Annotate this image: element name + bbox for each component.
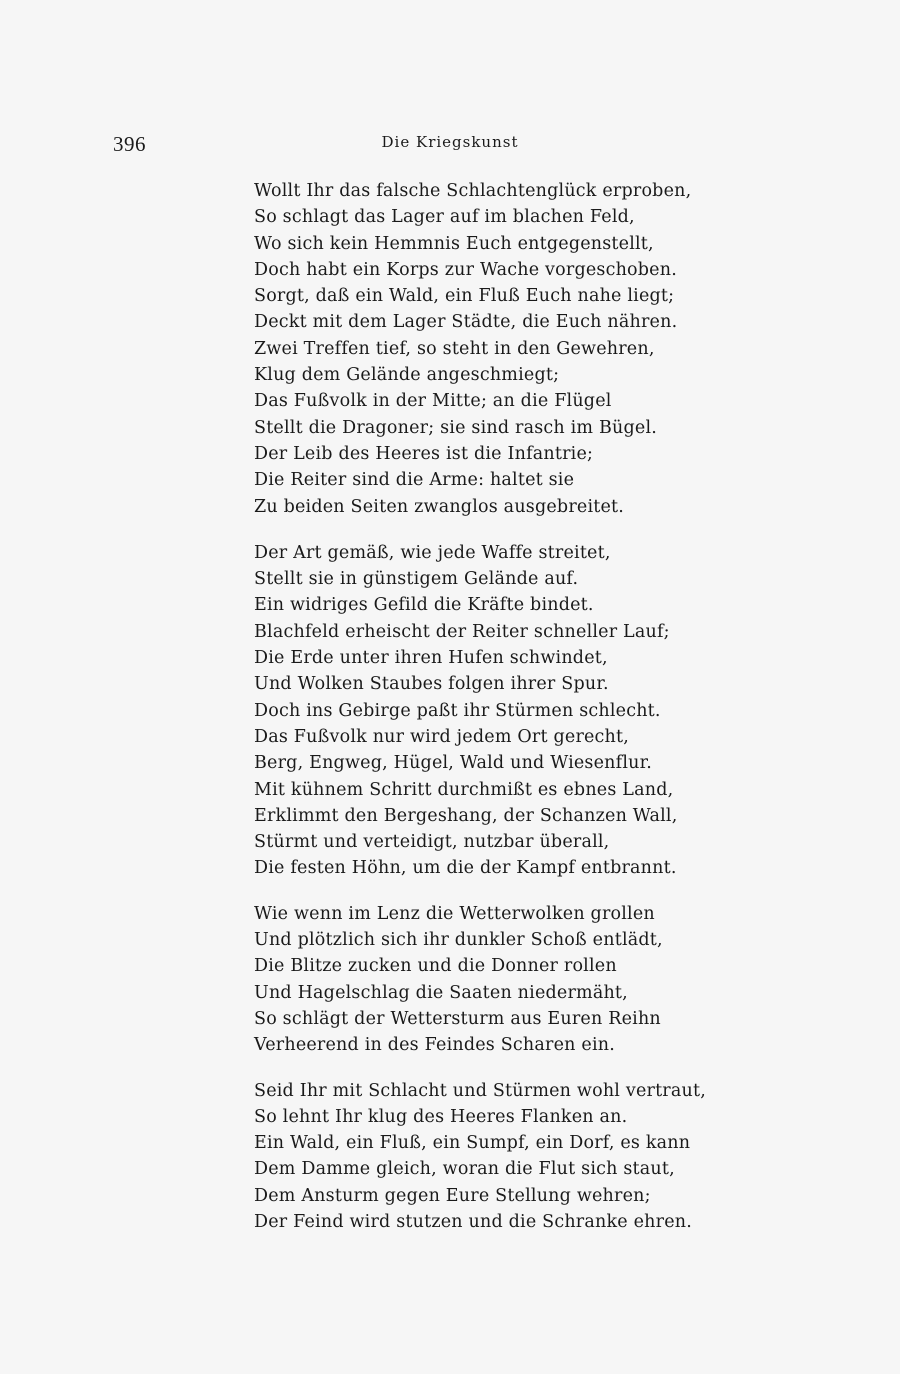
poem-line: Dem Damme gleich, woran die Flut sich staut, [254, 1159, 675, 1180]
poem-line: Und Wolken Staubes folgen ihrer Spur. [254, 674, 609, 695]
poem-line: Stellt die Dragoner; sie sind rasch im Bügel. [254, 417, 658, 438]
poem-line: Die Blitze zucken und die Donner rollen [254, 956, 617, 977]
stanza [254, 540, 774, 882]
poem-line: Dem Ansturm gegen Eure Stellung wehren; [254, 1185, 651, 1206]
poem-line: Zu beiden Seiten zwanglos ausgebreitet. [254, 496, 625, 517]
poem-line: Stürmt und verteidigt, nutzbar überall, [254, 832, 610, 853]
poem-line: Klug dem Gelände angeschmiegt; [254, 365, 560, 386]
poem [254, 178, 774, 1255]
page-number: 396 [113, 132, 146, 156]
poem-line: Seid Ihr mit Schlacht und Stürmen wohl vertraut, [254, 1080, 706, 1101]
poem-line: So lehnt Ihr klug des Heeres Flanken an. [254, 1106, 628, 1127]
poem-line: Wo sich kein Hemmnis Euch entgegenstellt, [254, 233, 654, 254]
poem-line: Wie wenn im Lenz die Wetterwolken grollen [254, 903, 655, 924]
stanza [254, 901, 774, 1059]
poem-line: Die festen Höhn, um die der Kampf entbrannt. [254, 858, 677, 879]
poem-line: Berg, Engweg, Hügel, Wald und Wiesenflur. [254, 753, 652, 774]
poem-line: Doch habt ein Korps zur Wache vorgeschoben. [254, 259, 677, 280]
poem-line: Das Fußvolk in der Mitte; an die Flügel [254, 391, 612, 412]
poem-line: Blachfeld erheischt der Reiter schneller Lauf; [254, 621, 670, 642]
poem-line: Die Reiter sind die Arme: haltet sie [254, 470, 575, 491]
poem-line: Die Erde unter ihren Hufen schwindet, [254, 648, 608, 669]
poem-line: Und plötzlich sich ihr dunkler Schoß entlädt, [254, 930, 663, 951]
poem-line: Der Art gemäß, wie jede Waffe streitet, [254, 542, 611, 563]
poem-line: Stellt sie in günstigem Gelände auf. [254, 569, 579, 590]
poem-line: Der Leib des Heeres ist die Infantrie; [254, 443, 594, 464]
poem-line: Zwei Treffen tief, so steht in den Gewehren, [254, 338, 655, 359]
poem-line: Verheerend in des Feindes Scharen ein. [254, 1035, 615, 1056]
poem-line: Erklimmt den Bergeshang, der Schanzen Wall, [254, 805, 678, 826]
poem-line: Ein Wald, ein Fluß, ein Sumpf, ein Dorf, es kann [254, 1133, 691, 1154]
poem-line: Sorgt, daß ein Wald, ein Fluß Euch nahe liegt; [254, 286, 675, 307]
poem-line: Deckt mit dem Lager Städte, die Euch nähren. [254, 312, 678, 333]
stanza [254, 178, 774, 520]
poem-line: Wollt Ihr das falsche Schlachtenglück erproben, [254, 181, 692, 201]
poem-line: Doch ins Gebirge paßt ihr Stürmen schlecht. [254, 700, 661, 721]
poem-line: So schlägt der Wettersturm aus Euren Reihn [254, 1008, 661, 1029]
poem-line: Ein widriges Gefild die Kräfte bindet. [254, 595, 594, 616]
running-title: Die Kriegskunst [381, 133, 519, 151]
stanza [254, 1078, 774, 1236]
poem-line: Und Hagelschlag die Saaten niedermäht, [254, 982, 628, 1003]
poem-line: Das Fußvolk nur wird jedem Ort gerecht, [254, 726, 630, 747]
poem-line: Mit kühnem Schritt durchmißt es ebnes Land, [254, 779, 674, 800]
poem-line: Der Feind wird stutzen und die Schranke ehren. [254, 1211, 692, 1232]
poem-line: So schlagt das Lager auf im blachen Feld, [254, 207, 635, 228]
